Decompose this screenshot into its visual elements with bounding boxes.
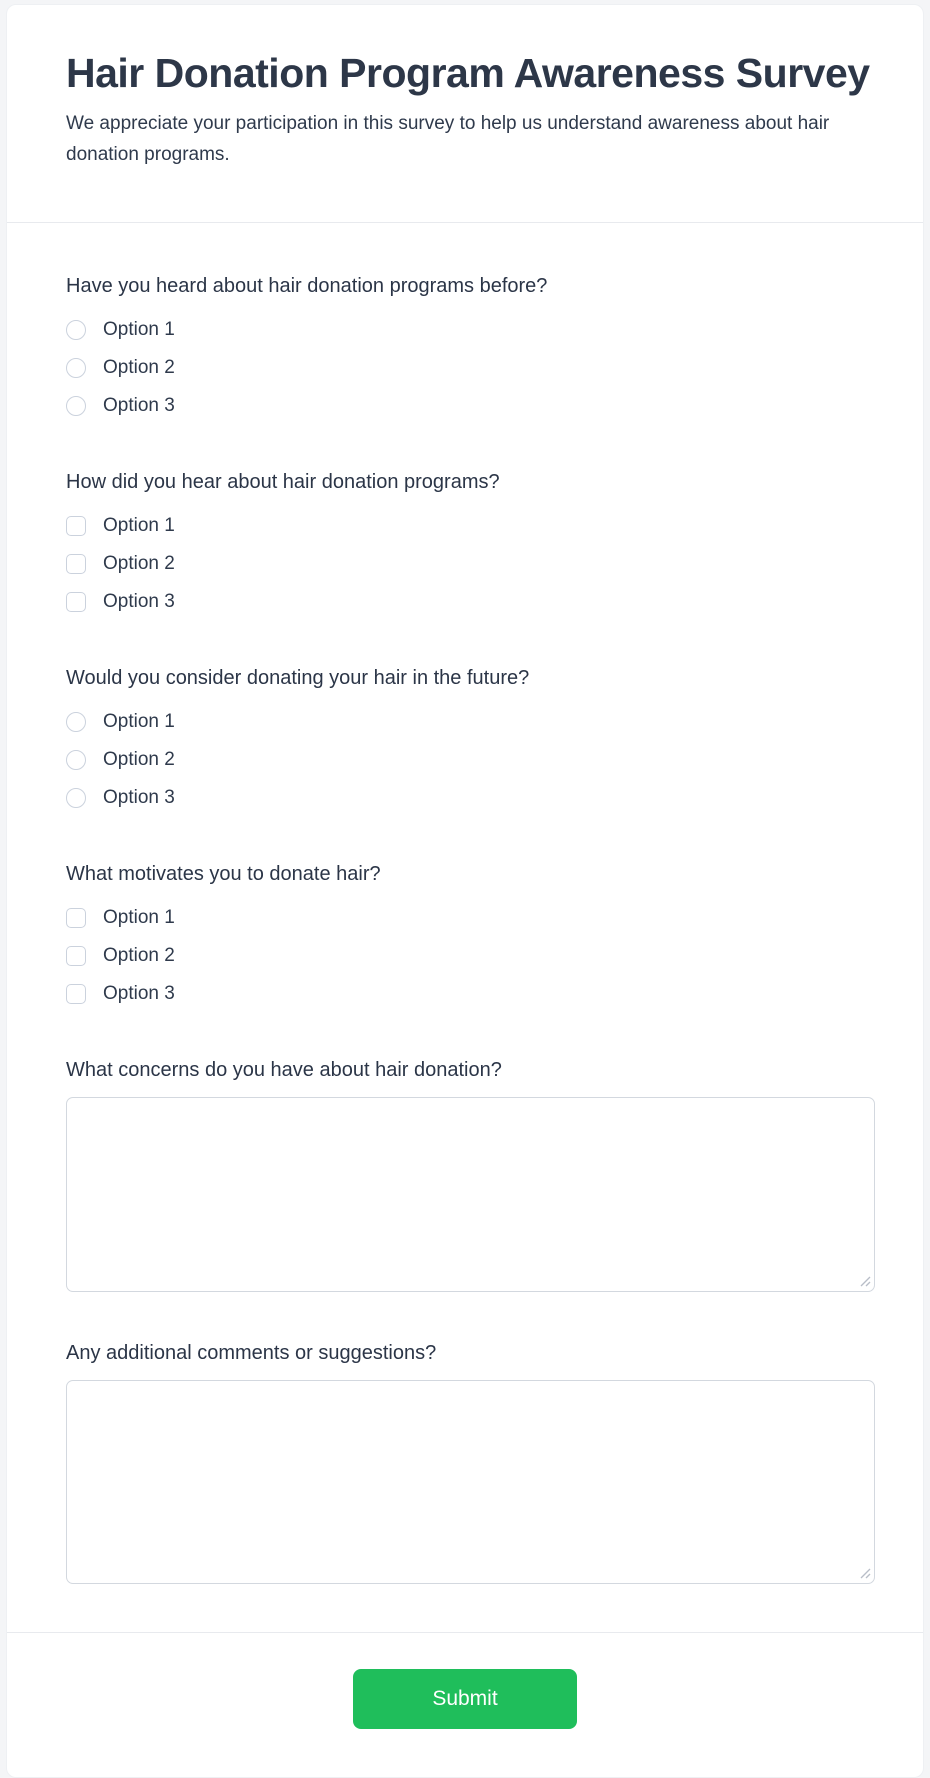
radio-option-row[interactable] [66,311,874,349]
textarea-wrapper [66,1097,875,1292]
question-label: What concerns do you have about hair donation? [66,1059,502,1082]
option-label: Option 3 [103,787,175,809]
textarea-wrapper [66,1380,875,1584]
concerns-textarea[interactable] [66,1097,875,1292]
question-block-3 [66,665,874,817]
question-label: Would you consider donating your hair in the future? [66,667,530,690]
option-label: Option 3 [103,983,175,1005]
form-main [7,223,923,1584]
question-label: Any additional comments or suggestions? [66,1342,437,1365]
page-title: Hair Donation Program Awareness Survey [66,50,870,96]
option-label: Option 1 [103,711,175,733]
submit-button[interactable]: Submit [353,1669,577,1729]
option-label: Option 2 [103,553,175,575]
option-label: Option 1 [103,319,175,341]
question-label: How did you hear about hair donation programs? [66,471,500,494]
question-block-6 [66,1340,874,1584]
question-block-1 [66,273,874,425]
question-block-2 [66,469,874,621]
checkbox-icon[interactable] [66,516,86,536]
option-label: Option 1 [103,907,175,929]
option-label: Option 3 [103,395,175,417]
checkbox-option-row[interactable] [66,545,874,583]
radio-button-icon[interactable] [66,320,86,340]
radio-option-row[interactable] [66,349,874,387]
option-label: Option 2 [103,749,175,771]
checkbox-option-row[interactable] [66,899,874,937]
survey-card [6,4,924,1778]
checkbox-icon[interactable] [66,984,86,1004]
radio-button-icon[interactable] [66,750,86,770]
radio-option-row[interactable] [66,779,874,817]
comments-textarea[interactable] [66,1380,875,1584]
question-label: What motivates you to donate hair? [66,863,381,886]
checkbox-icon[interactable] [66,946,86,966]
radio-button-icon[interactable] [66,788,86,808]
question-block-5 [66,1057,874,1292]
checkbox-option-row[interactable] [66,583,874,621]
checkbox-option-row[interactable] [66,507,874,545]
checkbox-icon[interactable] [66,592,86,612]
radio-button-icon[interactable] [66,396,86,416]
checkbox-icon[interactable] [66,554,86,574]
radio-button-icon[interactable] [66,712,86,732]
radio-option-row[interactable] [66,387,874,425]
radio-option-row[interactable] [66,741,874,779]
form-description: We appreciate your participation in this survey to help us understand awareness about hair donation programs. [66,113,830,166]
option-label: Option 2 [103,357,175,379]
option-label: Option 2 [103,945,175,967]
option-label: Option 1 [103,515,175,537]
option-label: Option 3 [103,591,175,613]
radio-option-row[interactable] [66,703,874,741]
question-block-4 [66,861,874,1013]
checkbox-option-row[interactable] [66,937,874,975]
checkbox-option-row[interactable] [66,975,874,1013]
radio-button-icon[interactable] [66,358,86,378]
form-header [7,5,923,170]
question-label: Have you heard about hair donation programs before? [66,275,548,298]
checkbox-icon[interactable] [66,908,86,928]
